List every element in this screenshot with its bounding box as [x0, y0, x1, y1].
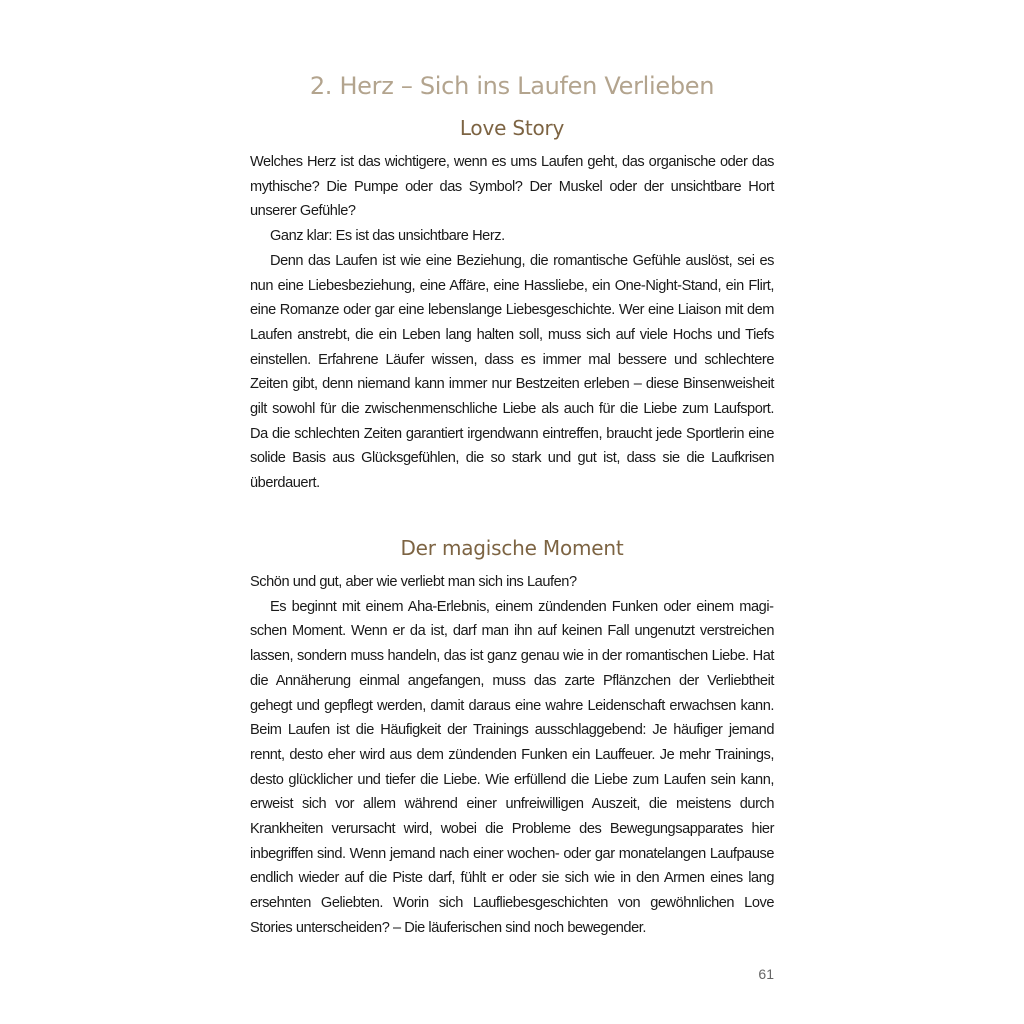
- paragraph: Denn das Laufen ist wie eine Beziehung, die romantische Gefühle auslöst, sei es nun eine Liebesbeziehung, eine Affäre, eine Hassliebe, ein One-Night-Stand, ein Flirt, eine Romanze oder gar eine lebenslange Liebesgeschichte. Wer eine Liaison mit dem Laufen anstrebt, die ein Leben lang halten soll, muss sich auf viele Hochs und Tiefs einstellen. Erfahrene Läufer wissen, dass es immer mal bessere und schlechtere Zeiten gibt, denn niemand kann immer nur Bestzeiten erleben – diese Binsenweisheit gilt sowohl für die zwischenmenschliche Liebe als auch für die Liebe zum Laufsport. Da die schlechten Zeiten garantiert irgendwann eintreffen, braucht jede Sportlerin eine solide Basis aus Glücksgefühlen, die so stark und gut ist, dass sie die Laufkrisen überdauert.: [250, 252, 774, 492]
- paragraph: Schön und gut, aber wie verliebt man sich ins Laufen?: [250, 574, 577, 590]
- paragraph: Ganz klar: Es ist das unsichtbare Herz.: [270, 228, 505, 245]
- section-body-magischer-moment: [250, 570, 774, 941]
- section-heading-magischer-moment: Der magische Moment: [400, 536, 624, 560]
- chapter-title: 2. Herz – Sich ins Laufen Verlieben: [309, 72, 715, 100]
- section-heading-love-story: Love Story: [459, 116, 565, 140]
- page-number: 61: [758, 966, 774, 982]
- paragraph: Es beginnt mit einem Aha-Erlebnis, einem zündenden Funken oder einem magischen Moment. Wenn er da ist, darf man ihn auf keinen Fall ungenutzt verstreichen lassen, sondern muss handeln, das ist ganz genau wie in der romantischen Liebe. Hat die Annäherung einmal angefangen, muss das zarte Pflänzchen der Verliebtheit gehegt und gepflegt werden, damit daraus eine wahre Leidenschaft erwachsen kann. Beim Laufen ist die Häufigkeit der Trainings ausschlaggebend: Je häufiger jemand rennt, desto eher wird aus dem zündenden Funken ein Lauffeuer. Je mehr Trainings, desto glücklicher und tiefer die Liebe. Wie erfüllend die Liebe zum Laufen sein kann, erweist sich vor allem während einer unfreiwilligen Auszeit, die meistens durch Krankheiten verursacht wird, wobei die Probleme des Bewegungsapparates hier inbegriffen sind. Wenn jemand nach einer wochen- oder gar monatelangen Laufpause endlich wieder auf die Piste darf, fühlt er oder sie sich wie in den Armen eines lang ersehnten Geliebten. Worin sich Laufliebesgeschichten von gewöhnlichen Love Stories unterscheiden? – Die läuferischen sind noch bewegender.: [250, 598, 774, 936]
- paragraph: Welches Herz ist das wichtigere, wenn es ums Laufen geht, das organische oder das mythische? Die Pumpe oder das Symbol? Der Muskel oder der unsichtbare Hort unserer Gefühle?: [250, 154, 774, 220]
- section-body-love-story: [250, 150, 774, 496]
